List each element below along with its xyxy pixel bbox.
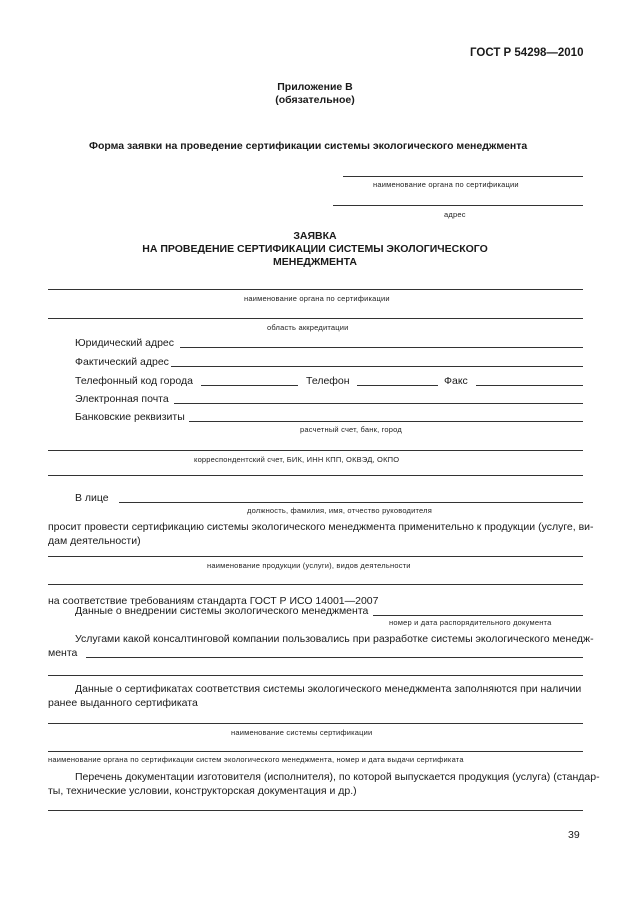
docs-field[interactable] [48,810,583,811]
corr-caption: корреспондентский счет, БИК, ИНН КПП, ОКВЭД, ОКПО [194,455,400,464]
products-caption: наименование продукции (услуги), видов деятельности [207,561,411,570]
blank-line-2[interactable] [48,584,583,585]
system-line[interactable] [48,723,583,724]
fax-label: Факс [444,375,468,387]
blank-line-1[interactable] [48,475,583,476]
certs-line2: ранее выданного сертификата [48,697,198,709]
addressee-organ-caption: наименование органа по сертификации [373,180,519,189]
compliance-text: на соответствие требованиям стандарта ГОСТ Р ИСО 14001—2007 [48,595,379,607]
products-line[interactable] [48,556,583,557]
system-caption: наименование системы сертификации [231,728,373,737]
accreditation-caption: область аккредитации [267,323,349,332]
actual-address-field[interactable] [171,366,583,367]
addressee-organ-line [343,176,583,177]
actual-address-label: Фактический адрес [75,356,169,368]
organ-cert-caption: наименование органа по сертификации систем экологического менеджмента, номер и дата выдачи сертификата [48,755,464,764]
legal-address-field[interactable] [180,347,583,348]
standard-number: ГОСТ Р 54298—2010 [470,47,584,59]
organ-caption: наименование органа по сертификации [244,294,390,303]
email-field[interactable] [174,403,583,404]
appendix-subtitle: (обязательное) [275,94,355,106]
implementation-label: Данные о внедрении системы экологического менеджмента [75,605,369,617]
application-title-line1: ЗАЯВКА [293,230,337,242]
phone-code-field[interactable] [201,385,298,386]
accreditation-line [48,318,583,319]
application-title-line3: МЕНЕДЖМЕНТА [273,256,357,268]
consulting-line1: Услугами какой консалтинговой компании пользовались при разработке системы экологического менедж- [75,633,594,645]
consulting-field[interactable] [86,657,583,658]
consulting-line2: мента [48,647,78,659]
application-title-line2: НА ПРОВЕДЕНИЕ СЕРТИФИКАЦИИ СИСТЕМЫ ЭКОЛОГИЧЕСКОГО [142,243,488,255]
phone-code-label: Телефонный код города [75,375,193,387]
bank-caption: расчетный счет, банк, город [300,425,402,434]
addressee-address-caption: адрес [444,210,466,219]
page-number: 39 [568,829,580,841]
docs-line1: Перечень документации изготовителя (исполнителя), по которой выпускается продукция (услуга) (стандар- [75,771,600,783]
organ-line [48,289,583,290]
person-label: В лице [75,492,109,504]
bank-field[interactable] [189,421,583,422]
certs-line1: Данные о сертификатах соответствия системы экологического менеджмента заполняются при наличии [75,683,582,695]
email-label: Электронная почта [75,393,169,405]
person-caption: должность, фамилия, имя, отчество руководителя [247,506,433,515]
implementation-field[interactable] [373,615,583,616]
person-field[interactable] [119,502,583,503]
request-line1: просит провести сертификацию системы экологического менеджмента применительно к продукции (услуге, ви- [48,521,594,533]
implementation-caption: номер и дата распорядительного документа [389,618,552,627]
fax-field[interactable] [476,385,583,386]
legal-address-label: Юридический адрес [75,337,175,349]
organ-cert-line[interactable] [48,751,583,752]
phone-field[interactable] [357,385,438,386]
form-title: Форма заявки на проведение сертификации системы экологического менеджмента [89,140,528,152]
blank-line-3[interactable] [48,675,583,676]
addressee-address-line [333,205,583,206]
request-line2: дам деятельности) [48,535,141,547]
docs-line2: ты, технические условии, конструкторская документация и др.) [48,785,357,797]
corr-line[interactable] [48,450,583,451]
appendix-title: Приложение В [277,81,353,93]
phone-label: Телефон [306,375,350,387]
bank-label: Банковские реквизиты [75,411,185,423]
